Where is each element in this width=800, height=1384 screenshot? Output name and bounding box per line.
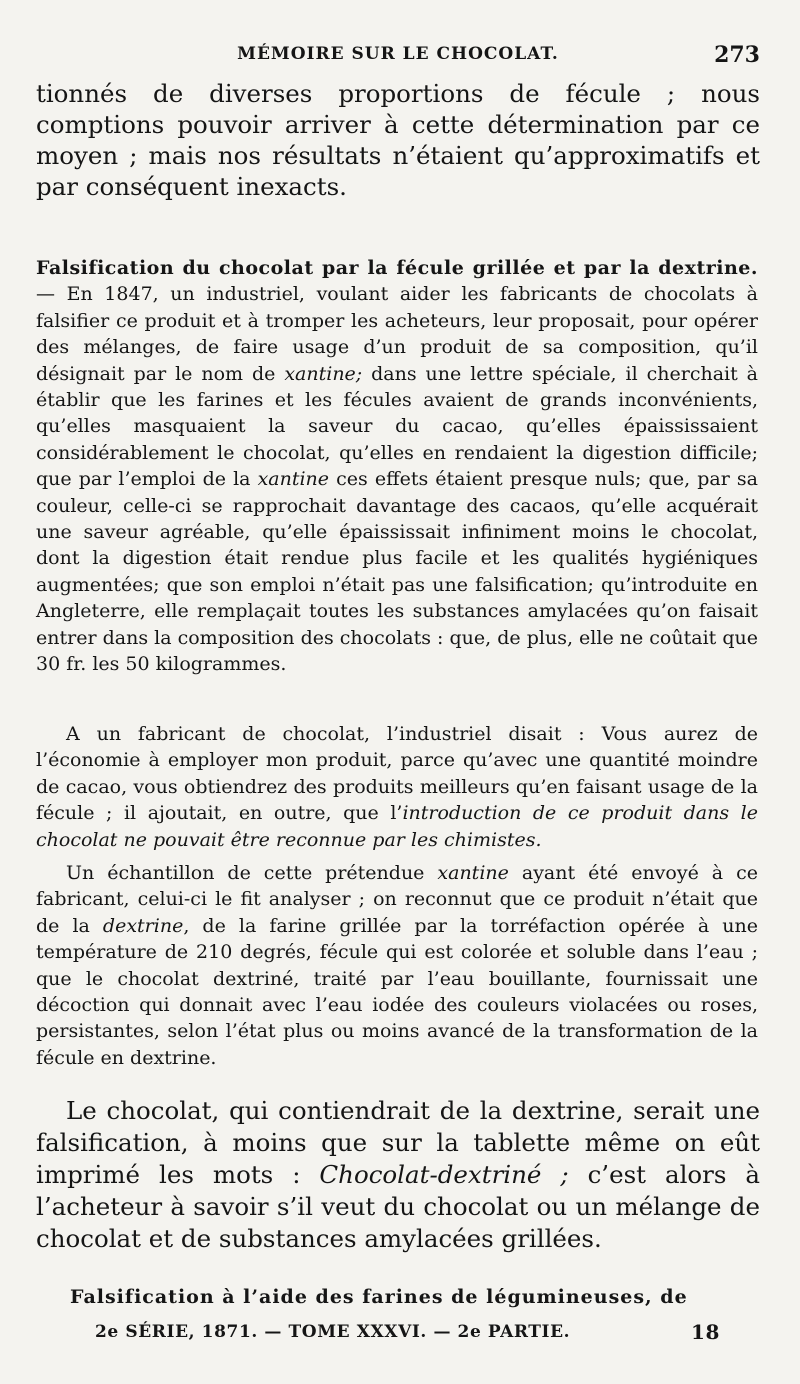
italic-run: xantine: [257, 468, 330, 491]
italic-run: xantine;: [284, 362, 363, 385]
section1-heading: Falsification du chocolat par la fécule grillée et par la dextrine.: [36, 257, 758, 279]
section1-paragraph-2: A un fabricant de chocolat, l’industriel disait : Vous aurez de l’économie à employer mon produit, parce qu’avec une quantité moindre de cacao, vous obtiendrez des produits meilleurs qu’en faisant usage de la fécule ; il ajoutait, en outre, que l’introduction de ce produit dans le chocolat ne pouvait être reconnue par les chimistes.: [36, 723, 758, 851]
italic-run: dextrine: [102, 914, 184, 937]
footer-series: 2e SÉRIE, 1871. — TOME XXXVI. — 2e PARTIE.: [95, 1322, 571, 1342]
intro-paragraph: tionnés de diverses proportions de fécule ; nous comptions pouvoir arriver à cette détermination par ce moyen ; mais nos résultats n’étaient qu’approximatifs et par conséquent inexacts.: [36, 79, 760, 201]
section2-heading: Falsification à l’aide des farines de légumineuses, de: [70, 1286, 688, 1308]
section1-p1-runs: — En 1847, un industriel, voulant aider les fabricants de chocolats à falsifier ce produit et à tromper les acheteurs, leur proposait, pour opérer des mélanges, de faire usage d’un produit de sa composition, qu’il désignait par le nom de xantine; dans une lettre spéciale, il cherchait à établir que les farines et les fécules avaient de grands inconvénients, qu’elles masquaient la saveur du cacao, qu’elles épaississaient considérablement le chocolat, qu’elles en rendaient la digestion difficile; que par l’emploi de la xantine ces effets étaient presque nuls; que, par sa couleur, celle-ci se rapprochait davantage des cacaos, qu’elle acquérait une saveur agréable, qu’elle épaississait infiniment moins le chocolat, dont la digestion était rendue plus facile et les qualités hygiéniques augmentées; que son emploi n’était pas une falsification; qu’introduite en Angleterre, elle remplaçait toutes les substances amylacées qu’on faisait entrer dans la composition des chocolats : que, de plus, elle ne coûtait que 30 fr. les 50 kilogrammes.: [36, 283, 758, 676]
page-footer: [95, 1322, 720, 1342]
conclusion-paragraph: Le chocolat, qui contiendrait de la dextrine, serait une falsification, à moins que sur la tablette même on eût imprimé les mots : Chocolat-dextriné ; c’est alors à l’acheteur à savoir s’il veut du chocolat ou un mélange de chocolat et de substances amylacées grillées.: [36, 1096, 761, 1253]
signature-mark: 18: [690, 1320, 720, 1344]
running-title: MÉMOIRE SUR LE CHOCOLAT.: [237, 44, 559, 64]
italic-run: Chocolat-dextriné ;: [319, 1160, 569, 1189]
page-header: [36, 40, 760, 74]
italic-run: xantine: [437, 862, 509, 884]
section1-paragraph-3: Un échantillon de cette prétendue xantine ayant été envoyé à ce fabricant, celui-ci le fit analyser ; on reconnut que ce produit n’était que de la dextrine, de la farine grillée par la torréfaction opérée à une température de 210 degrés, fécule qui est colorée et soluble dans l’eau ; que le chocolat dextriné, traité par l’eau bouillante, fournissait une décoction qui donnait avec l’eau iodée des couleurs violacées ou roses, persistantes, selon l’état plus ou moins avancé de la transformation de la fécule en dextrine.: [36, 862, 758, 1069]
italic-run: introduction de ce produit dans le chocolat ne pouvait être reconnue par les chimistes.: [36, 802, 758, 851]
page-number: 273: [714, 42, 760, 68]
section1-paragraph-1: [36, 255, 758, 678]
